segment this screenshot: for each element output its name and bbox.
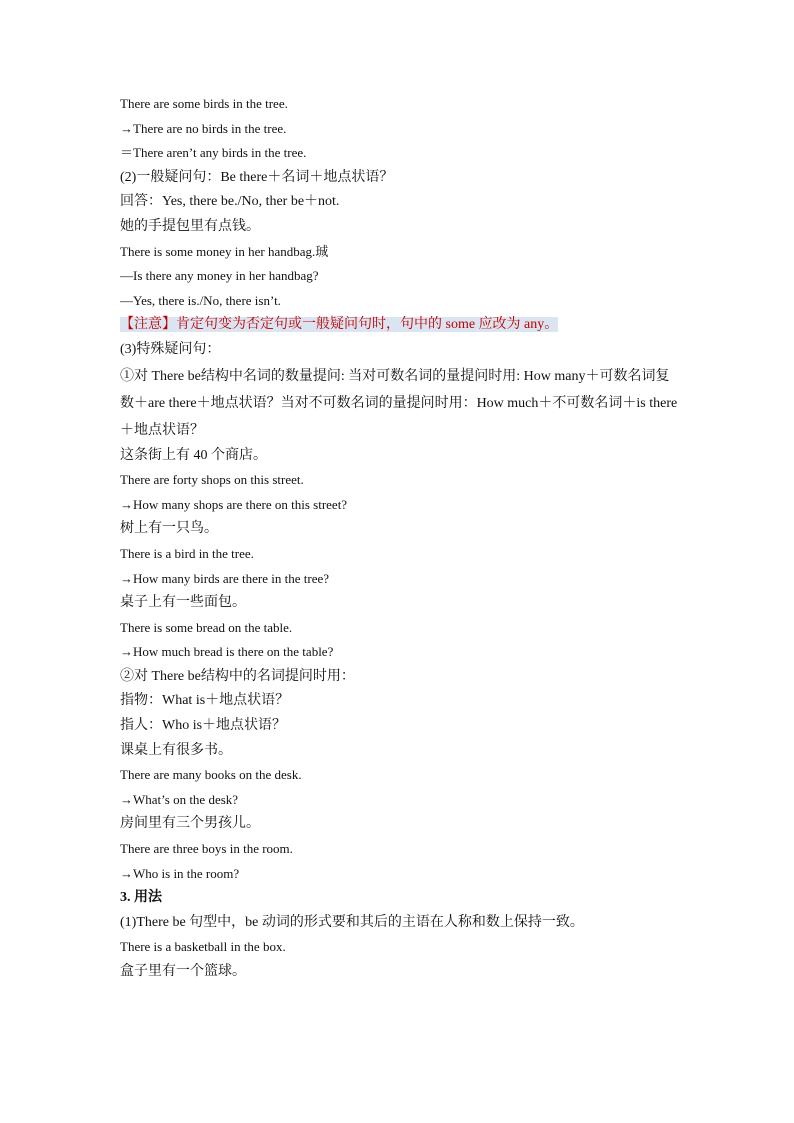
rule-line: ②对 There be结构中的名词提问时用： (120, 668, 355, 684)
rule-line: 指物：What is＋地点状语？ (120, 693, 290, 709)
example-sentence: There is some bread on the table. (120, 619, 293, 635)
example-sentence: There are some birds in the tree. (120, 96, 288, 111)
chinese-sentence: 盒子里有一个篮球。 (120, 964, 246, 979)
example-sentence: There is some money in her handbag.珹 (120, 243, 329, 259)
example-sentence: →There are no birds in the tree. (120, 120, 287, 136)
rule-line: (1)There be 句型中，be 动词的形式要和其后的主语在人称和数上保持一致。 (120, 914, 584, 930)
section-title: 3. 用法 (120, 890, 162, 906)
rule-line: 指人：Who is＋地点状语？ (120, 718, 287, 734)
chinese-sentence: 课桌上有很多书。 (120, 742, 232, 758)
answer-rule: 回答：Yes, there be./No, ther be＋not. (120, 194, 340, 210)
example-sentence: →What’s on the desk? (120, 791, 239, 807)
example-sentence: →How many birds are there in the tree? (120, 570, 330, 586)
chinese-sentence: 树上有一只鸟。 (120, 521, 218, 537)
section-heading: (3)特殊疑问句： (120, 341, 221, 357)
chinese-sentence: 房间里有三个男孩儿。 (120, 816, 260, 832)
note-text: 肯定句变为否定句或一般疑问句时，句中的 some 应改为 any。 (176, 317, 559, 333)
example-sentence: —Is there any money in her handbag? (120, 268, 319, 284)
example-sentence: There are three boys in the room. (120, 841, 293, 857)
rule-paragraph: ①对 There be结构中名词的数量提问: 当对可数名词的量提问时用: How many＋可数名词复数＋are there＋地点状语？当对不可数名词的量提问时用：How much＋不可数名词＋is there＋地点状语？ (120, 368, 678, 438)
example-sentence: There are forty shops on this street. (120, 472, 304, 488)
chinese-sentence: 桌子上有一些面包。 (120, 595, 246, 611)
example-sentence: There is a bird in the tree. (120, 545, 254, 561)
document-body (120, 92, 680, 985)
example-sentence: —Yes, there is./No, there isn’t. (120, 292, 281, 308)
example-sentence: →How much bread is there on the table? (120, 644, 334, 660)
note-line (120, 313, 680, 338)
example-sentence: There is a basketball in the box. (120, 939, 286, 955)
example-sentence: →How many shops are there on this street? (120, 496, 348, 512)
note-bracket: 【注意】 (120, 317, 176, 333)
example-sentence: There are many books on the desk. (120, 767, 302, 783)
chinese-sentence: 这条街上有 40 个商店。 (120, 447, 267, 463)
section-heading: (2)一般疑问句：Be there＋名词＋地点状语？ (120, 169, 394, 185)
example-sentence: ＝There aren’t any birds in the tree. (120, 145, 307, 161)
chinese-sentence: 她的手提包里有点钱。 (120, 218, 260, 234)
example-sentence: →Who is in the room? (120, 865, 240, 881)
